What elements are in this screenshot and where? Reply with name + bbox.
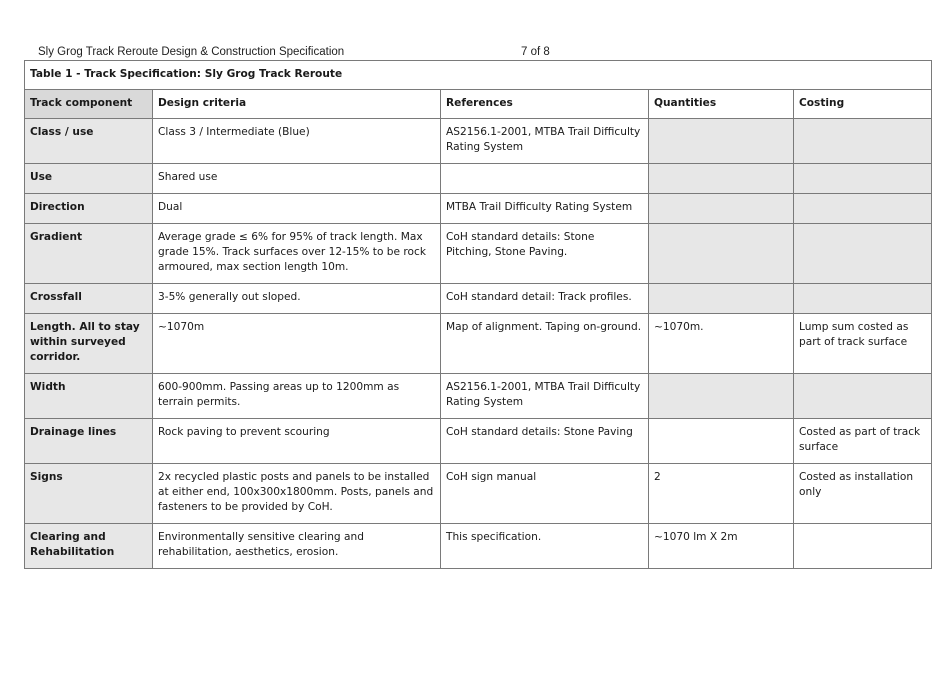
cell-component: Class / use (25, 119, 153, 164)
cell-references: CoH standard details: Stone Paving (441, 419, 649, 464)
cell-component: Crossfall (25, 284, 153, 314)
cell-criteria: Dual (153, 194, 441, 224)
table-row (25, 194, 932, 224)
cell-criteria: 3-5% generally out sloped. (153, 284, 441, 314)
cell-quantities (649, 419, 794, 464)
cell-criteria: Rock paving to prevent scouring (153, 419, 441, 464)
cell-costing (794, 224, 932, 284)
track-specification-table (24, 60, 932, 569)
table-row (25, 164, 932, 194)
cell-costing: Lump sum costed as part of track surface (794, 314, 932, 374)
cell-quantities (649, 164, 794, 194)
cell-criteria: Environmentally sensitive clearing and rehabilitation, aesthetics, erosion. (153, 524, 441, 569)
column-header-references: References (441, 90, 649, 119)
cell-costing (794, 284, 932, 314)
cell-component: Drainage lines (25, 419, 153, 464)
cell-costing (794, 374, 932, 419)
cell-quantities: ~1070 lm X 2m (649, 524, 794, 569)
cell-costing: Costed as part of track surface (794, 419, 932, 464)
cell-component: Signs (25, 464, 153, 524)
table-row (25, 314, 932, 374)
document-title: Sly Grog Track Reroute Design & Construction Specification (38, 46, 345, 58)
column-header-track-component: Track component (25, 90, 153, 119)
cell-component: Clearing and Rehabilitation (25, 524, 153, 569)
cell-references: CoH standard details: Stone Pitching, Stone Paving. (441, 224, 649, 284)
cell-criteria: 600-900mm. Passing areas up to 1200mm as terrain permits. (153, 374, 441, 419)
cell-quantities: ~1070m. (649, 314, 794, 374)
cell-costing: Costed as installation only (794, 464, 932, 524)
cell-references: CoH standard detail: Track profiles. (441, 284, 649, 314)
cell-criteria: Average grade ≤ 6% for 95% of track length. Max grade 15%. Track surfaces over 12-15% to be rock armoured, max section length 10m. (153, 224, 441, 284)
table-row (25, 419, 932, 464)
cell-quantities (649, 284, 794, 314)
cell-costing (794, 119, 932, 164)
column-header-quantities: Quantities (649, 90, 794, 119)
cell-references (441, 164, 649, 194)
table-caption-row (25, 61, 932, 90)
cell-criteria: ~1070m (153, 314, 441, 374)
table-row (25, 284, 932, 314)
cell-references: This specification. (441, 524, 649, 569)
cell-references: AS2156.1-2001, MTBA Trail Difficulty Rating System (441, 374, 649, 419)
cell-references: AS2156.1-2001, MTBA Trail Difficulty Rating System (441, 119, 649, 164)
page-number: 7 of 8 (521, 46, 550, 58)
cell-costing (794, 164, 932, 194)
cell-component: Gradient (25, 224, 153, 284)
cell-criteria: Shared use (153, 164, 441, 194)
cell-quantities (649, 194, 794, 224)
table-row (25, 524, 932, 569)
cell-component: Use (25, 164, 153, 194)
table-header-row (25, 90, 932, 119)
cell-references: Map of alignment. Taping on-ground. (441, 314, 649, 374)
cell-references: MTBA Trail Difficulty Rating System (441, 194, 649, 224)
cell-criteria: Class 3 / Intermediate (Blue) (153, 119, 441, 164)
cell-component: Direction (25, 194, 153, 224)
cell-component: Length. All to stay within surveyed corridor. (25, 314, 153, 374)
table-row (25, 224, 932, 284)
table-row (25, 464, 932, 524)
table-row (25, 374, 932, 419)
cell-quantities (649, 224, 794, 284)
cell-costing (794, 194, 932, 224)
table-caption: Table 1 - Track Specification: Sly Grog Track Reroute (25, 61, 932, 90)
cell-component: Width (25, 374, 153, 419)
table-row (25, 119, 932, 164)
cell-references: CoH sign manual (441, 464, 649, 524)
cell-costing (794, 524, 932, 569)
cell-quantities (649, 374, 794, 419)
cell-quantities: 2 (649, 464, 794, 524)
cell-quantities (649, 119, 794, 164)
column-header-design-criteria: Design criteria (153, 90, 441, 119)
cell-criteria: 2x recycled plastic posts and panels to be installed at either end, 100x300x1800mm. Posts, panels and fasteners to be provided by CoH. (153, 464, 441, 524)
column-header-costing: Costing (794, 90, 932, 119)
